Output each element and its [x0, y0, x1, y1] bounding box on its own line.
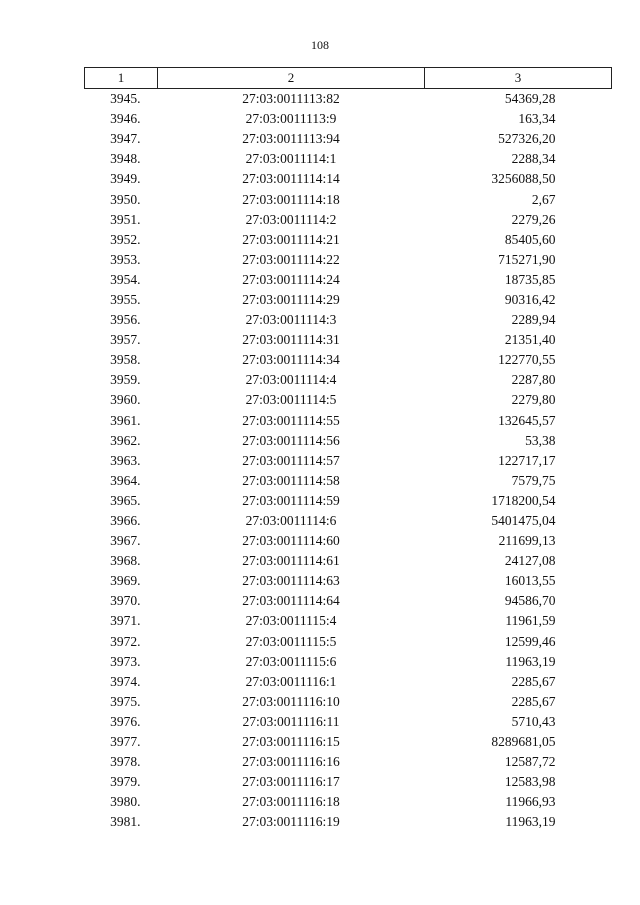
cadastral-number-cell: 27:03:0011116:16: [242, 754, 340, 770]
column-header-value: 3: [425, 68, 612, 89]
cadastral-number-cell: 27:03:0011114:2: [245, 211, 337, 227]
value-cell: 2279,80: [511, 392, 556, 408]
table-row: [85, 772, 612, 792]
page-number: 108: [311, 38, 329, 52]
value-cell: 11966,93: [505, 794, 556, 810]
value-cell: 54369,28: [504, 91, 556, 107]
value-cell: 11963,19: [505, 653, 556, 669]
value-cell: 53,38: [525, 432, 556, 448]
row-index-cell: 3980.: [110, 794, 141, 810]
value-cell: 2285,67: [511, 693, 556, 709]
value-cell: 5401475,04: [491, 513, 556, 529]
value-cell: 18735,85: [504, 271, 556, 287]
value-cell: 11963,19: [505, 814, 556, 830]
table-row: [85, 250, 612, 270]
table-row: [85, 350, 612, 370]
row-index-cell: 3955.: [110, 291, 141, 307]
row-index-cell: 3963.: [110, 452, 141, 468]
table-row: [85, 149, 612, 169]
table-row: [85, 89, 612, 110]
value-cell: 211699,13: [498, 533, 556, 549]
cadastral-number-cell: 27:03:0011116:17: [242, 774, 340, 790]
row-index-cell: 3960.: [110, 392, 141, 408]
table-body: [85, 89, 612, 833]
row-index-cell: 3981.: [110, 814, 141, 830]
cadastral-number-cell: 27:03:0011114:59: [242, 492, 340, 508]
value-cell: 2287,80: [511, 372, 556, 388]
cadastral-number-cell: 27:03:0011114:1: [245, 151, 337, 167]
row-index-cell: 3950.: [110, 191, 141, 207]
row-index-cell: 3970.: [110, 593, 141, 609]
value-cell: 2289,94: [511, 312, 556, 328]
value-cell: 715271,90: [498, 251, 556, 267]
cadastral-number-cell: 27:03:0011114:18: [242, 191, 340, 207]
table-row: [85, 591, 612, 611]
cadastral-number-cell: 27:03:0011113:82: [242, 91, 340, 107]
value-cell: 2,67: [531, 191, 556, 207]
row-index-cell: 3965.: [110, 492, 141, 508]
value-cell: 132645,57: [498, 412, 556, 428]
table-row: [85, 210, 612, 230]
cadastral-number-cell: 27:03:0011114:22: [242, 251, 340, 267]
cadastral-number-cell: 27:03:0011114:57: [242, 452, 340, 468]
cadastral-number-cell: 27:03:0011116:15: [242, 734, 340, 750]
cadastral-number-cell: 27:03:0011116:19: [242, 814, 340, 830]
value-cell: 16013,55: [504, 573, 556, 589]
cadastral-number-cell: 27:03:0011114:34: [242, 352, 340, 368]
row-index-cell: 3945.: [110, 91, 141, 107]
table-row: [85, 310, 612, 330]
table-row: [85, 511, 612, 531]
value-cell: 2279,26: [511, 211, 556, 227]
value-cell: 12587,72: [504, 754, 556, 770]
value-cell: 122770,55: [498, 352, 556, 368]
cadastral-number-cell: 27:03:0011114:5: [245, 392, 337, 408]
row-index-cell: 3968.: [110, 553, 141, 569]
cadastral-number-cell: 27:03:0011114:31: [242, 332, 340, 348]
cadastral-number-cell: 27:03:0011116:1: [245, 673, 337, 689]
value-cell: 7579,75: [511, 472, 556, 488]
cadastral-number-cell: 27:03:0011114:58: [242, 472, 340, 488]
cadastral-number-cell: 27:03:0011115:6: [245, 653, 337, 669]
cadastral-number-cell: 27:03:0011116:18: [242, 794, 340, 810]
value-cell: 21351,40: [504, 332, 556, 348]
row-index-cell: 3972.: [110, 633, 141, 649]
cadastral-number-cell: 27:03:0011114:55: [242, 412, 340, 428]
table-row: [85, 230, 612, 250]
table-row: [85, 390, 612, 410]
table-row: [85, 270, 612, 290]
table-row: [85, 692, 612, 712]
row-index-cell: 3973.: [110, 653, 141, 669]
cadastral-number-cell: 27:03:0011113:9: [245, 111, 337, 127]
row-index-cell: 3947.: [110, 131, 141, 147]
row-index-cell: 3954.: [110, 271, 141, 287]
cadastral-number-cell: 27:03:0011114:64: [242, 593, 340, 609]
value-cell: 527326,20: [498, 131, 556, 147]
table-row: [85, 611, 612, 631]
cadastral-number-cell: 27:03:0011114:21: [242, 231, 340, 247]
cadastral-number-cell: 27:03:0011115:4: [245, 613, 337, 629]
row-index-cell: 3962.: [110, 432, 141, 448]
row-index-cell: 3953.: [110, 251, 141, 267]
value-cell: 3256088,50: [491, 171, 556, 187]
row-index-cell: 3951.: [110, 211, 141, 227]
table-row: [85, 471, 612, 491]
table-row: [85, 752, 612, 772]
table-row: [85, 632, 612, 652]
row-index-cell: 3956.: [110, 312, 141, 328]
table-row: [85, 672, 612, 692]
row-index-cell: 3969.: [110, 573, 141, 589]
cadastral-number-cell: 27:03:0011116:11: [242, 713, 340, 729]
row-index-cell: 3976.: [110, 713, 141, 729]
table-row: [85, 129, 612, 149]
cadastral-number-cell: 27:03:0011114:29: [242, 291, 340, 307]
row-index-cell: 3974.: [110, 673, 141, 689]
value-cell: 2285,67: [511, 673, 556, 689]
row-index-cell: 3971.: [110, 613, 141, 629]
cadastral-number-cell: 27:03:0011115:5: [245, 633, 337, 649]
row-index-cell: 3979.: [110, 774, 141, 790]
cadastral-table: [84, 67, 612, 832]
cadastral-number-cell: 27:03:0011114:24: [242, 271, 340, 287]
row-index-cell: 3957.: [110, 332, 141, 348]
cadastral-number-cell: 27:03:0011114:3: [245, 312, 337, 328]
table-row: [85, 431, 612, 451]
column-header-index: 1: [85, 68, 158, 89]
table-row: [85, 652, 612, 672]
row-index-cell: 3948.: [110, 151, 141, 167]
row-index-cell: 3958.: [110, 352, 141, 368]
value-cell: 163,34: [518, 111, 556, 127]
row-index-cell: 3964.: [110, 472, 141, 488]
row-index-cell: 3952.: [110, 231, 141, 247]
row-index-cell: 3975.: [110, 693, 141, 709]
value-cell: 2288,34: [511, 151, 556, 167]
row-index-cell: 3977.: [110, 734, 141, 750]
row-index-cell: 3978.: [110, 754, 141, 770]
value-cell: 94586,70: [504, 593, 556, 609]
table-row: [85, 812, 612, 832]
table-row: [85, 571, 612, 591]
table-row: [85, 411, 612, 431]
value-cell: 1718200,54: [491, 492, 556, 508]
table-row: [85, 732, 612, 752]
cadastral-number-cell: 27:03:0011114:63: [242, 573, 340, 589]
cadastral-number-cell: 27:03:0011114:61: [242, 553, 340, 569]
table-row: [85, 712, 612, 732]
cadastral-number-cell: 27:03:0011116:10: [242, 693, 340, 709]
table-row: [85, 109, 612, 129]
row-index-cell: 3946.: [110, 111, 141, 127]
table-row: [85, 370, 612, 390]
table-row: [85, 189, 612, 209]
table-row: [85, 491, 612, 511]
row-index-cell: 3961.: [110, 412, 141, 428]
table-row: [85, 451, 612, 471]
table-row: [85, 531, 612, 551]
row-index-cell: 3966.: [110, 513, 141, 529]
cadastral-number-cell: 27:03:0011114:56: [242, 432, 340, 448]
header-row: [85, 68, 612, 89]
column-header-cadastral-number: 2: [158, 68, 425, 89]
value-cell: 11961,59: [505, 613, 556, 629]
value-cell: 8289681,05: [491, 734, 556, 750]
value-cell: 85405,60: [504, 231, 556, 247]
table-row: [85, 290, 612, 310]
table-row: [85, 551, 612, 571]
value-cell: 24127,08: [504, 553, 556, 569]
value-cell: 12583,98: [504, 774, 556, 790]
value-cell: 90316,42: [504, 291, 556, 307]
table-row: [85, 169, 612, 189]
table-row: [85, 330, 612, 350]
cadastral-number-cell: 27:03:0011113:94: [242, 131, 340, 147]
cadastral-number-cell: 27:03:0011114:4: [245, 372, 337, 388]
cadastral-number-cell: 27:03:0011114:14: [242, 171, 340, 187]
value-cell: 5710,43: [511, 713, 556, 729]
row-index-cell: 3959.: [110, 372, 141, 388]
value-cell: 12599,46: [504, 633, 556, 649]
table-row: [85, 792, 612, 812]
row-index-cell: 3967.: [110, 533, 141, 549]
cadastral-number-cell: 27:03:0011114:60: [242, 533, 340, 549]
table-header: [85, 68, 612, 89]
row-index-cell: 3949.: [110, 171, 141, 187]
value-cell: 122717,17: [498, 452, 556, 468]
cadastral-number-cell: 27:03:0011114:6: [245, 513, 337, 529]
